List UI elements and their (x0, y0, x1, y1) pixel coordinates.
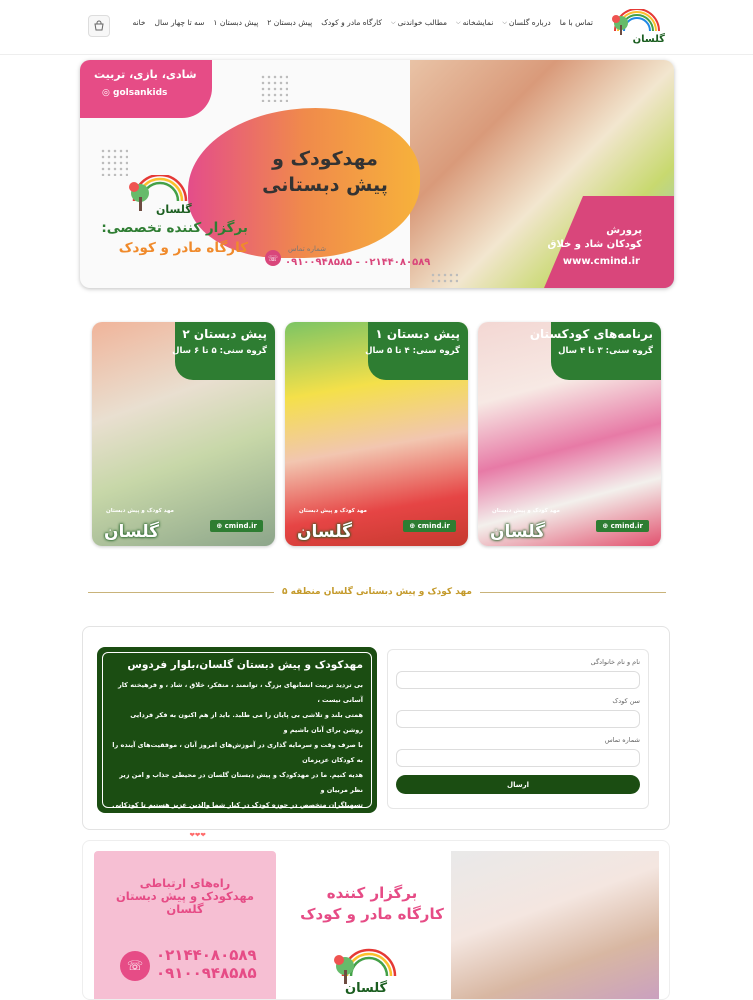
name-label: نام و نام خانوادگی (590, 658, 640, 666)
card-site-text: cmind.ir (610, 522, 643, 530)
nav-label: سه تا چهار سال (154, 18, 205, 27)
main-nav (133, 18, 593, 27)
workshop-banner[interactable] (82, 840, 670, 1000)
child-age-field[interactable] (396, 710, 640, 728)
mother-child-photo (451, 851, 659, 1000)
nav-item-articles[interactable] (391, 18, 447, 27)
card-badge (365, 322, 468, 380)
globe-icon: ⊕ (602, 522, 611, 530)
phone-field[interactable] (396, 749, 640, 767)
card-site (596, 520, 649, 532)
card-logo: گلسان (490, 522, 546, 542)
name-field[interactable] (396, 671, 640, 689)
nav-item-3-4-years[interactable] (155, 18, 205, 27)
nav-label: پیش دبستان ۱ (213, 18, 259, 27)
intro-line: همتی بلند و تلاشی بی پایان را می طلبد. باید از هم اکنون به فکر فردایی روشن برای آنان باشیم و (130, 711, 363, 734)
nav-item-about[interactable] (502, 18, 550, 27)
card-site (403, 520, 456, 532)
banner-logo (120, 175, 200, 217)
intro-line: با صرف وقت و سرمایه گذاری در آموزش‌های امروز آنان ، موفقیت‌های آینده را به کودکان عزیزمان (112, 741, 363, 764)
banner-title-line1: مهدکودک و (272, 148, 378, 170)
nav-label: درباره گلسان (508, 18, 551, 27)
nav-label: خانه (132, 18, 146, 27)
banner-organizer-line2: کارگاه مادر و کودک (118, 240, 248, 256)
globe-icon: ⊕ (409, 522, 418, 530)
intro-line: تسهیلگران متخصص در حوزه کودک در کنار شما والدین عزیز هستیم تا کودکانی شاد، خلاق، (112, 801, 363, 824)
intro-heading: مهدکودک و پیش دبستان گلسان،بلوار فردوس (127, 659, 363, 671)
site-logo[interactable] (607, 9, 669, 45)
banner-tagline: شادی، بازی، تربیت (94, 68, 197, 81)
card-logo: گلسان (104, 522, 160, 542)
nav-label: مطالب خواندنی (397, 18, 448, 27)
chevron-down-icon: ⌵ (456, 18, 461, 26)
site-header (0, 0, 753, 55)
dots-decoration (260, 74, 288, 102)
workshop-title-line1: برگزار کننده (326, 884, 418, 902)
hero-banner[interactable] (80, 60, 674, 288)
banner-title-line2: پیش دبستانی (262, 174, 388, 196)
dots-decoration (100, 148, 128, 176)
globe-icon: ⊕ (216, 522, 225, 530)
section-title (88, 584, 666, 600)
card-subtitle: گروه سنی: ۳ تا ۴ سال (558, 346, 653, 356)
intro-text (111, 678, 363, 843)
contact-line1: راه‌های ارتباطی (139, 876, 231, 890)
contact-phone-2: ۰۹۱۰۰۹۴۸۵۸۵ (156, 964, 257, 982)
submit-button[interactable]: ارسال (396, 775, 640, 794)
instagram-icon: ◎ (102, 88, 113, 98)
cart-icon (93, 20, 105, 32)
heart-icons: ❤❤❤ (189, 831, 206, 839)
workshop-logo (323, 946, 413, 996)
nav-item-preschool-2[interactable] (267, 18, 312, 27)
logo-text: گلسان (156, 203, 192, 216)
program-card-preschool-1[interactable] (285, 322, 468, 546)
divider (88, 592, 274, 593)
chevron-down-icon: ⌵ (391, 18, 396, 26)
nav-item-preschool-1[interactable] (213, 18, 258, 27)
card-site (210, 520, 263, 532)
card-site-text: cmind.ir (224, 522, 257, 530)
card-site-text: cmind.ir (417, 522, 450, 530)
intro-box (97, 647, 377, 839)
program-card-preschool-2[interactable] (92, 322, 275, 546)
intro-line: مسئولیت پذیر، مستقل و توانمند را پرورش دهیم (208, 831, 363, 839)
banner-website: www.cmind.ir (562, 256, 640, 267)
program-card-kindergarten[interactable] (478, 322, 661, 546)
card-logo-caption: مهد کودک و پیش دبستان (299, 508, 367, 514)
nav-label: پیش دبستان ۲ (267, 18, 313, 27)
cart-button[interactable] (88, 15, 110, 37)
banner-organizer-line1: برگزار کننده تخصصی: (101, 220, 248, 236)
age-label: سن کودک (612, 697, 640, 705)
contact-phone-1: ۰۲۱۴۴۰۸۰۵۸۹ (156, 946, 257, 964)
banner-right-line2: کودکان شاد و خلاق (547, 239, 642, 250)
section-title-text: مهد کودک و پیش دبستانی گلسان منطقه ۵ (282, 587, 472, 597)
card-logo-caption: مهد کودک و پیش دبستان (106, 508, 174, 514)
contact-line3: گلسان (166, 902, 204, 916)
phone-icon: ☏ (120, 951, 150, 981)
dots-decoration (430, 272, 458, 284)
contact-form (387, 649, 649, 809)
card-badge (529, 322, 661, 380)
nav-item-home[interactable] (133, 18, 146, 27)
card-title: برنامه‌های کودکستان (529, 327, 653, 341)
nav-item-contact[interactable] (560, 18, 593, 27)
card-badge (172, 322, 275, 380)
nav-label: تماس با ما (559, 18, 593, 27)
logo-text: گلسان (632, 34, 665, 45)
intro-line: بی تردید تربیت انسانهای بزرگ ، توانمند ، متفکر، خلاق ، شاد ، و فرهیخته کار آسانی نیست ، (118, 681, 363, 704)
banner-phone: ۰۲۱۴۴۰۸۰۵۸۹ - ۰۹۱۰۰۹۴۸۵۸۵ (285, 257, 431, 268)
phone-icon: ☏ (265, 250, 281, 266)
nav-item-gallery[interactable] (456, 18, 493, 27)
nav-label: کارگاه مادر و کودک (321, 18, 382, 27)
logo-text: گلسان (345, 981, 388, 996)
nav-label: نمایشخانه (462, 18, 494, 27)
nav-item-mother-child[interactable] (321, 18, 382, 27)
intro-box-inner (102, 652, 372, 839)
card-logo-caption: مهد کودک و پیش دبستان (492, 508, 560, 514)
phone-label: شماره تماس (604, 736, 640, 744)
banner-phone-label: شماره تماس (288, 245, 326, 253)
banner-right-line1: پرورش (606, 225, 642, 236)
banner-instagram (102, 88, 167, 98)
card-subtitle: گروه سنی: ۵ تا ۶ سال (172, 346, 267, 356)
card-title: پیش دبستان ۱ (375, 327, 460, 341)
info-panel (82, 626, 670, 839)
intro-line: هدیه کنیم. ما در مهدکودک و پیش دبستان گلسان در محیطی جذاب و امن زیر نظر مربیان و (119, 771, 363, 794)
logo-tree-icon (323, 946, 413, 986)
card-logo: گلسان (297, 522, 353, 542)
chevron-down-icon: ⌵ (502, 18, 507, 26)
workshop-title-line2: کارگاه مادر و کودک (300, 905, 444, 923)
instagram-handle: golsankids (113, 88, 168, 98)
logo-tree-icon (120, 175, 200, 217)
card-title: پیش دبستان ۲ (182, 327, 267, 341)
contact-line2: مهدکودک و پیش دبستان (115, 889, 255, 903)
card-subtitle: گروه سنی: ۴ تا ۵ سال (365, 346, 460, 356)
divider (480, 592, 666, 593)
contact-box (94, 851, 276, 1000)
